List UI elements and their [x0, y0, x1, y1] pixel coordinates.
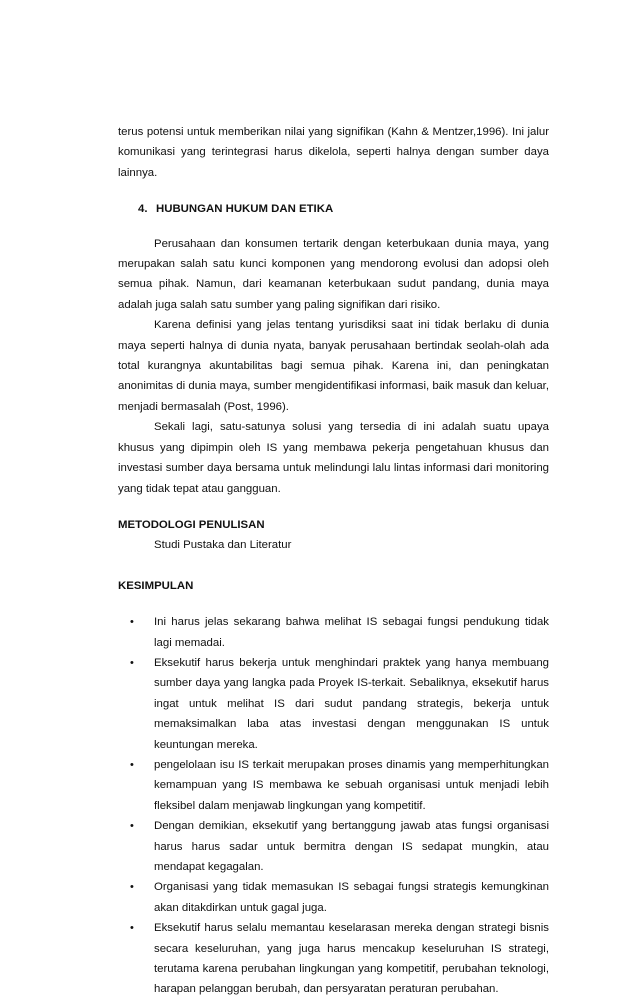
list-item-text: Eksekutif harus selalu memantau keselarasan mereka dengan strategi bisnis secara keseluruhan, yang juga harus mencakup keseluruhan IS strategi, terutama karena perubahan lingkungan yang kompetitif, perubahan teknologi, harapan pelanggan berubah, dan persyaratan peraturan perubahan.: [154, 922, 549, 996]
list-item: [118, 877, 549, 918]
section-4-heading: [138, 199, 549, 219]
list-item: [118, 918, 549, 1000]
list-item: [118, 755, 549, 816]
section-4-paragraph-3: Sekali lagi, satu-satunya solusi yang tersedia di ini adalah suatu upaya khusus yang dipimpin oleh IS yang membawa pekerja pengetahuan khusus dan investasi sumber daya bersama untuk melindungi lalu lintas informasi dari monitoring yang tidak tepat atau gangguan.: [118, 421, 549, 495]
list-item-text: Dengan demikian, eksekutif yang bertanggung jawab atas fungsi organisasi harus harus sadar untuk bermitra dengan IS sedapat mungkin, atau mendapat kegagalan.: [154, 820, 549, 873]
list-item-text: Organisasi yang tidak memasukan IS sebagai fungsi strategis kemungkinan akan ditakdirkan untuk gagal juga.: [154, 881, 549, 914]
bullet-icon: •: [130, 881, 134, 894]
list-item: [118, 612, 549, 653]
section-4-paragraph-2: Karena definisi yang jelas tentang yurisdiksi saat ini tidak berlaku di dunia maya seperti halnya di dunia nyata, banyak perusahaan bertindak seolah-olah ada total kurangnya akuntabilitas bagi semua pihak. Karena ini, dan peningkatan anonimitas di dunia maya, sumber mengidentifikasi informasi, baik masuk dan keluar, menjadi bermasalah (Post, 1996).: [118, 319, 549, 413]
list-item: [118, 816, 549, 877]
section-4-title: HUBUNGAN HUKUM DAN ETIKA: [156, 203, 334, 216]
bullet-icon: •: [130, 616, 134, 629]
bullet-icon: •: [130, 758, 134, 771]
list-item: [118, 653, 549, 755]
section-4-number: 4.: [138, 203, 148, 216]
bullet-icon: •: [130, 820, 134, 833]
list-item-text: Eksekutif harus bekerja untuk menghindari praktek yang hanya membuang sumber daya yang langka pada Proyek IS-terkait. Sebaliknya, eksekutif harus ingat untuk melihat IS dari sudut pandang strategis, bekerja untuk memaksimalkan laba atas investasi dengan menggunakan IS untuk keuntungan mereka.: [154, 656, 549, 751]
intro-paragraph: terus potensi untuk memberikan nilai yang signifikan (Kahn & Mentzer,1996). Ini jalur komunikasi yang terintegrasi harus dikelola, seperti halnya dengan sumber daya lainnya.: [118, 126, 549, 179]
metodologi-heading: METODOLOGI PENULISAN: [118, 518, 265, 531]
section-4-paragraph-1: Perusahaan dan konsumen tertarik dengan keterbukaan dunia maya, yang merupakan salah satu kunci komponen yang mendorong evolusi dan adopsi oleh semua pihak. Namun, dari keamanan keterbukaan sudut pandang, dunia maya adalah juga salah satu sumber yang paling signifikan dari risiko.: [118, 237, 549, 311]
metodologi-text: Studi Pustaka dan Literatur: [154, 539, 292, 552]
kesimpulan-heading: KESIMPULAN: [118, 579, 194, 592]
bullet-icon: •: [130, 656, 134, 669]
list-item-text: Ini harus jelas sekarang bahwa melihat IS sebagai fungsi pendukung tidak lagi memadai.: [154, 616, 549, 649]
bullet-icon: •: [130, 922, 134, 935]
list-item-text: pengelolaan isu IS terkait merupakan proses dinamis yang memperhitungkan kemampuan yang IS membawa ke sebuah organisasi untuk menjadi lebih fleksibel dalam menjawab lingkungan yang kompetitif.: [154, 758, 549, 812]
kesimpulan-list: [118, 612, 549, 1000]
